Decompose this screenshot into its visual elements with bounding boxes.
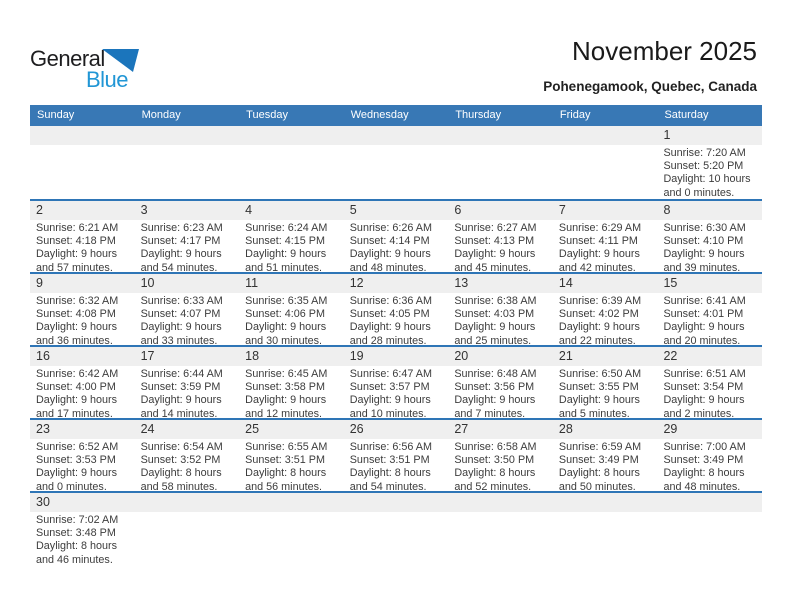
cell-line: Sunrise: 6:59 AM xyxy=(558,441,642,453)
cell-line: and 22 minutes. xyxy=(558,334,636,347)
day-cell xyxy=(30,439,135,494)
cell-line: Sunrise: 6:51 AM xyxy=(663,368,746,380)
cell-line: Sunset: 4:13 PM xyxy=(454,235,535,248)
empty-day-cell xyxy=(553,512,658,567)
cell-line: and 45 minutes. xyxy=(454,261,532,274)
day-number: 8 xyxy=(663,203,671,217)
cell-line: Sunset: 3:50 PM xyxy=(454,454,535,467)
cell-line: Daylight: 9 hours xyxy=(663,321,745,334)
cell-line: Sunset: 4:05 PM xyxy=(349,308,430,321)
weekday-header-thursday: Thursday xyxy=(455,109,502,121)
day-number: 9 xyxy=(36,276,43,290)
cell-line: and 52 minutes. xyxy=(454,480,532,493)
cell-line: Daylight: 9 hours xyxy=(349,248,431,261)
cell-line: and 12 minutes. xyxy=(245,407,322,420)
day-number xyxy=(344,493,449,512)
cell-line: and 56 minutes. xyxy=(245,480,322,493)
day-cell xyxy=(239,293,344,348)
day-cell xyxy=(30,220,135,275)
day-cell xyxy=(135,220,240,275)
day-number: 12 xyxy=(349,276,364,290)
week-row xyxy=(30,345,762,418)
day-number xyxy=(239,493,344,512)
cell-line: and 10 minutes. xyxy=(349,407,427,420)
cell-line: and 2 minutes. xyxy=(663,407,735,420)
page-title: November 2025 xyxy=(572,36,757,66)
cell-line: Sunset: 4:15 PM xyxy=(245,235,325,248)
day-number-band xyxy=(30,420,762,439)
cell-line: Sunrise: 6:50 AM xyxy=(558,368,642,380)
day-number: 25 xyxy=(245,422,260,436)
cell-line: Daylight: 9 hours xyxy=(36,467,118,480)
day-number: 29 xyxy=(663,422,678,436)
location-subtitle: Pohenegamook, Quebec, Canada xyxy=(543,79,757,94)
cell-line: and 54 minutes. xyxy=(349,480,427,493)
day-cell xyxy=(344,366,449,421)
day-cell xyxy=(448,366,553,421)
cell-line: Sunset: 5:20 PM xyxy=(663,160,744,173)
empty-day-cell xyxy=(239,145,344,200)
cell-line: Sunset: 4:06 PM xyxy=(245,308,325,321)
cell-line: Daylight: 8 hours xyxy=(454,467,536,480)
day-number: 2 xyxy=(36,203,43,217)
day-number xyxy=(448,493,553,512)
day-cell xyxy=(553,293,658,348)
week-row xyxy=(30,491,762,564)
day-number: 11 xyxy=(245,276,259,290)
cell-line: Sunset: 3:48 PM xyxy=(36,527,116,540)
cell-line: Sunrise: 6:42 AM xyxy=(36,368,119,380)
cell-line: Sunset: 3:59 PM xyxy=(140,381,221,394)
cell-line: Sunrise: 6:52 AM xyxy=(36,441,119,453)
day-number: 19 xyxy=(349,349,364,363)
day-cell xyxy=(135,293,240,348)
cell-line: and 36 minutes. xyxy=(36,334,113,347)
day-cell xyxy=(135,439,240,494)
cell-line: Sunset: 3:51 PM xyxy=(245,454,325,467)
empty-day-cell xyxy=(135,512,240,567)
cell-line: Daylight: 9 hours xyxy=(36,321,118,334)
cell-line: Sunset: 3:49 PM xyxy=(558,454,639,467)
logo-text-general: General xyxy=(30,46,105,71)
day-number: 26 xyxy=(349,422,364,436)
day-cell xyxy=(239,366,344,421)
day-number: 10 xyxy=(140,276,155,290)
cell-line: Daylight: 8 hours xyxy=(558,467,640,480)
cell-line: Sunrise: 6:54 AM xyxy=(140,441,223,453)
day-number xyxy=(553,493,658,512)
cell-line: Sunset: 4:02 PM xyxy=(558,308,639,321)
cell-line: and 33 minutes. xyxy=(140,334,218,347)
day-cell xyxy=(657,293,762,348)
day-number xyxy=(657,493,762,512)
cell-line: Daylight: 9 hours xyxy=(558,321,640,334)
day-number: 24 xyxy=(140,422,155,436)
day-number: 4 xyxy=(245,203,253,217)
cell-line: and 28 minutes. xyxy=(349,334,427,347)
day-cell xyxy=(657,220,762,275)
cell-line: and 57 minutes. xyxy=(36,261,113,274)
day-cell xyxy=(553,220,658,275)
weekday-header-tuesday: Tuesday xyxy=(246,109,288,121)
weekday-header-monday: Monday xyxy=(141,109,181,121)
cell-line: Sunset: 4:17 PM xyxy=(140,235,221,248)
empty-day-cell xyxy=(344,145,449,200)
week-row-body xyxy=(30,439,762,494)
cell-line: Sunrise: 6:45 AM xyxy=(245,368,328,380)
cell-line: Daylight: 10 hours xyxy=(663,173,751,186)
day-number-band xyxy=(30,493,762,512)
cell-line: Sunset: 3:56 PM xyxy=(454,381,535,394)
cell-line: Sunset: 4:14 PM xyxy=(349,235,430,248)
cell-line: and 17 minutes. xyxy=(36,407,113,420)
cell-line: Sunset: 4:08 PM xyxy=(36,308,116,321)
week-row xyxy=(30,418,762,491)
cell-line: Daylight: 8 hours xyxy=(140,467,222,480)
cell-line: Sunrise: 6:33 AM xyxy=(140,295,223,307)
cell-line: Sunset: 3:51 PM xyxy=(349,454,430,467)
day-cell xyxy=(657,439,762,494)
day-number xyxy=(239,126,344,145)
day-cell xyxy=(448,293,553,348)
week-row-body xyxy=(30,293,762,348)
day-number: 3 xyxy=(140,203,148,217)
cell-line: Sunset: 3:54 PM xyxy=(663,381,744,394)
cell-line: and 46 minutes. xyxy=(36,553,113,566)
day-cell xyxy=(239,220,344,275)
day-number: 1 xyxy=(663,128,671,142)
cell-line: Sunset: 4:11 PM xyxy=(558,235,638,248)
day-cell xyxy=(344,220,449,275)
cell-line: and 25 minutes. xyxy=(454,334,532,347)
empty-day-cell xyxy=(239,512,344,567)
calendar-grid xyxy=(30,126,762,564)
day-number: 20 xyxy=(454,349,469,363)
empty-day-cell xyxy=(657,512,762,567)
cell-line: Daylight: 8 hours xyxy=(663,467,745,480)
day-number: 15 xyxy=(663,276,678,290)
cell-line: Sunrise: 6:32 AM xyxy=(36,295,119,307)
cell-line: and 20 minutes. xyxy=(663,334,741,347)
week-row-body xyxy=(30,220,762,275)
cell-line: Sunrise: 6:38 AM xyxy=(454,295,537,307)
cell-line: Sunrise: 6:44 AM xyxy=(140,368,223,380)
cell-line: Sunset: 3:53 PM xyxy=(36,454,116,467)
day-cell xyxy=(553,439,658,494)
day-number: 13 xyxy=(454,276,469,290)
cell-line: Daylight: 9 hours xyxy=(245,321,327,334)
cell-line: Daylight: 9 hours xyxy=(454,394,536,407)
day-cell xyxy=(30,293,135,348)
day-number xyxy=(135,126,240,145)
cell-line: Sunrise: 7:00 AM xyxy=(663,441,746,453)
cell-line: Sunrise: 6:23 AM xyxy=(140,222,223,234)
empty-day-cell xyxy=(448,512,553,567)
day-number-band xyxy=(30,274,762,293)
cell-line: and 42 minutes. xyxy=(558,261,636,274)
cell-line: Daylight: 8 hours xyxy=(349,467,431,480)
cell-line: Sunset: 3:49 PM xyxy=(663,454,744,467)
cell-line: Sunrise: 6:36 AM xyxy=(349,295,432,307)
cell-line: Daylight: 9 hours xyxy=(140,248,222,261)
cell-line: Sunrise: 6:56 AM xyxy=(349,441,432,453)
cell-line: and 0 minutes. xyxy=(36,480,107,493)
day-number-band xyxy=(30,201,762,220)
cell-line: and 54 minutes. xyxy=(140,261,218,274)
empty-day-cell xyxy=(30,145,135,200)
cell-line: Daylight: 8 hours xyxy=(245,467,327,480)
day-number: 30 xyxy=(36,495,50,509)
cell-line: Daylight: 9 hours xyxy=(454,248,536,261)
calendar xyxy=(30,105,762,564)
cell-line: and 30 minutes. xyxy=(245,334,322,347)
day-number: 18 xyxy=(245,349,260,363)
cell-line: Sunset: 4:10 PM xyxy=(663,235,744,248)
cell-line: Daylight: 9 hours xyxy=(140,394,222,407)
day-number: 23 xyxy=(36,422,50,436)
cell-line: Sunset: 4:00 PM xyxy=(36,381,116,394)
cell-line: Sunrise: 6:27 AM xyxy=(454,222,537,234)
cell-line: Daylight: 9 hours xyxy=(558,248,640,261)
empty-day-cell xyxy=(448,145,553,200)
day-cell xyxy=(448,220,553,275)
day-number: 6 xyxy=(454,203,462,217)
day-number xyxy=(344,126,449,145)
cell-line: Sunset: 3:57 PM xyxy=(349,381,430,394)
cell-line: and 14 minutes. xyxy=(140,407,218,420)
week-row xyxy=(30,199,762,272)
cell-line: and 51 minutes. xyxy=(245,261,322,274)
day-cell xyxy=(448,439,553,494)
week-row xyxy=(30,126,762,199)
day-number: 7 xyxy=(558,203,566,217)
cell-line: Sunrise: 6:26 AM xyxy=(349,222,432,234)
week-row-body xyxy=(30,512,762,567)
day-cell xyxy=(657,145,762,200)
cell-line: Daylight: 9 hours xyxy=(140,321,222,334)
logo-text-blue: Blue xyxy=(86,67,129,92)
cell-line: Daylight: 9 hours xyxy=(663,394,745,407)
cell-line: Sunrise: 6:55 AM xyxy=(245,441,328,453)
day-number-band xyxy=(30,347,762,366)
week-row-body xyxy=(30,145,762,200)
day-number: 22 xyxy=(663,349,678,363)
day-number xyxy=(448,126,553,145)
empty-day-cell xyxy=(344,512,449,567)
day-cell xyxy=(30,366,135,421)
cell-line: Daylight: 9 hours xyxy=(245,394,327,407)
cell-line: and 48 minutes. xyxy=(349,261,427,274)
cell-line: Sunrise: 6:39 AM xyxy=(558,295,642,307)
cell-line: Daylight: 9 hours xyxy=(558,394,640,407)
cell-line: Sunrise: 6:47 AM xyxy=(349,368,432,380)
cell-line: and 58 minutes. xyxy=(140,480,218,493)
cell-line: and 0 minutes. xyxy=(663,186,735,199)
weekday-header-saturday: Saturday xyxy=(664,109,709,121)
cell-line: and 5 minutes. xyxy=(558,407,630,420)
day-cell xyxy=(344,439,449,494)
cell-line: Sunrise: 6:41 AM xyxy=(663,295,746,307)
day-number: 27 xyxy=(454,422,469,436)
day-number: 5 xyxy=(349,203,357,217)
week-row-body xyxy=(30,366,762,421)
week-row xyxy=(30,272,762,345)
cell-line: and 48 minutes. xyxy=(663,480,741,493)
cell-line: Sunset: 3:52 PM xyxy=(140,454,221,467)
cell-line: Sunset: 4:01 PM xyxy=(663,308,744,321)
cell-line: Sunrise: 6:30 AM xyxy=(663,222,746,234)
weekday-header-sunday: Sunday xyxy=(37,109,75,121)
day-cell xyxy=(239,439,344,494)
cell-line: Sunrise: 6:35 AM xyxy=(245,295,328,307)
cell-line: Sunset: 4:03 PM xyxy=(454,308,535,321)
day-number: 21 xyxy=(558,349,573,363)
cell-line: and 50 minutes. xyxy=(558,480,636,493)
general-blue-logo xyxy=(30,46,150,94)
weekday-header-friday: Friday xyxy=(559,109,591,121)
day-number: 17 xyxy=(140,349,155,363)
day-number xyxy=(553,126,658,145)
cell-line: Sunset: 4:18 PM xyxy=(36,235,116,248)
day-number xyxy=(135,493,240,512)
day-number: 14 xyxy=(558,276,573,290)
cell-line: Sunrise: 6:21 AM xyxy=(36,222,119,234)
cell-line: Sunrise: 7:20 AM xyxy=(663,147,746,159)
cell-line: Daylight: 9 hours xyxy=(245,248,327,261)
empty-day-cell xyxy=(553,145,658,200)
cell-line: Daylight: 9 hours xyxy=(36,248,118,261)
cell-line: and 7 minutes. xyxy=(454,407,526,420)
day-cell xyxy=(30,512,135,567)
empty-day-cell xyxy=(135,145,240,200)
day-cell xyxy=(344,293,449,348)
cell-line: Sunrise: 6:58 AM xyxy=(454,441,537,453)
day-cell xyxy=(135,366,240,421)
cell-line: Daylight: 9 hours xyxy=(663,248,745,261)
cell-line: Sunset: 4:07 PM xyxy=(140,308,221,321)
cell-line: Sunrise: 7:02 AM xyxy=(36,514,119,526)
day-number xyxy=(30,126,135,145)
cell-line: Sunrise: 6:48 AM xyxy=(454,368,537,380)
cell-line: and 39 minutes. xyxy=(663,261,741,274)
cell-line: Sunrise: 6:24 AM xyxy=(245,222,328,234)
day-number: 28 xyxy=(558,422,573,436)
cell-line: Sunrise: 6:29 AM xyxy=(558,222,642,234)
weekday-header-row xyxy=(30,105,762,126)
cell-line: Daylight: 9 hours xyxy=(454,321,536,334)
day-number-band xyxy=(30,126,762,145)
cell-line: Daylight: 8 hours xyxy=(36,540,118,553)
day-number: 16 xyxy=(36,349,50,363)
cell-line: Daylight: 9 hours xyxy=(349,321,431,334)
day-cell xyxy=(553,366,658,421)
cell-line: Daylight: 9 hours xyxy=(36,394,118,407)
cell-line: Daylight: 9 hours xyxy=(349,394,431,407)
cell-line: Sunset: 3:55 PM xyxy=(558,381,639,394)
cell-line: Sunset: 3:58 PM xyxy=(245,381,325,394)
weekday-header-wednesday: Wednesday xyxy=(350,109,409,121)
day-cell xyxy=(657,366,762,421)
